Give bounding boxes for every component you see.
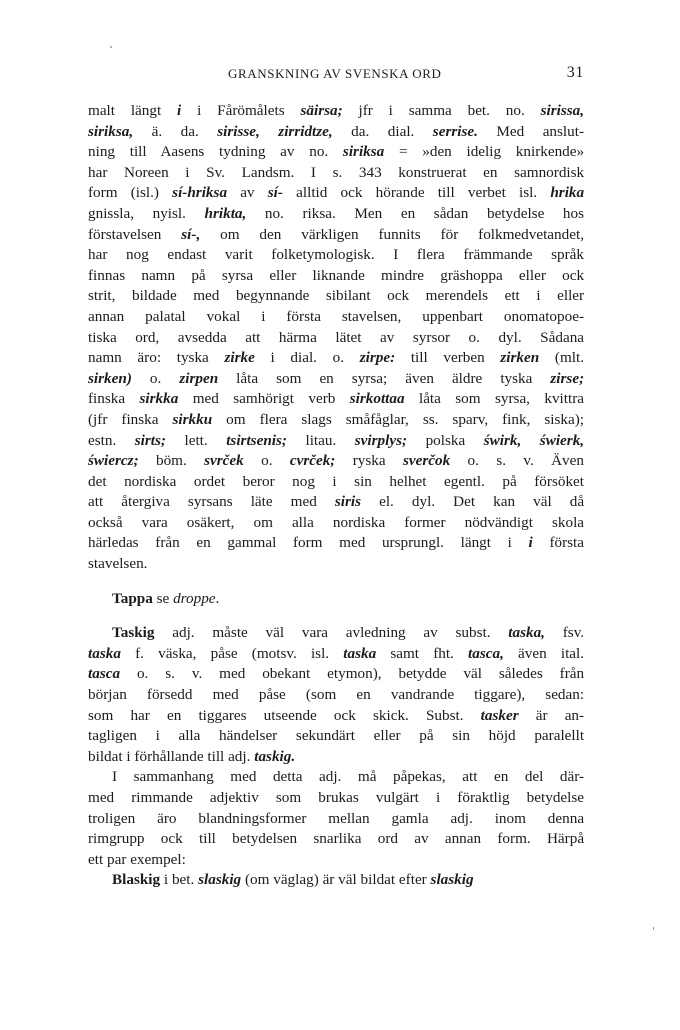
text-line: finska sirkka med samhörigt verb sirkottaa låta som syrsa, kvittra [88, 390, 585, 408]
text-line: namn äro: tyska zirke i dial. o. zirpe: till verben zirken (mlt. [88, 349, 584, 367]
text-line: också vara osäkert, om alla nordiska former nödvändigt skola [88, 513, 585, 531]
entry-tappa-end: . [215, 589, 220, 607]
text-line: troligen äro blandningsformer mellan gamla adj. inom denna [88, 809, 585, 827]
header-title: GRANSKNING AV SVENSKA ORD [228, 66, 442, 81]
paragraph-taskig [88, 623, 584, 891]
text-line: att återgiva syrsans läte med siris el. dyl. Det kan väl då [88, 493, 585, 511]
text-line: sirken) o. zirpen låta som en syrsa; även äldre tyska zirse; [88, 369, 585, 387]
text-line: tiska ord, avsedda att härma lätet av syrsor o. dyl. Sådana [88, 328, 585, 346]
text-line: świercz; böm. svrček o. cvrček; ryska sverčok o. s. v. Även [88, 452, 584, 470]
text-line: siriksa, ä. da. sirisse, zirridtze, da. dial. serrise. Med anslut- [88, 122, 585, 140]
text-line: med rimmande adjektiv som brukas vulgärt i föraktlig betydelse [88, 789, 585, 806]
text-line: malt längt i i Fårömålets säirsa; jfr i samma bet. no. sirissa, [88, 102, 585, 119]
text-line: tasca o. s. v. med obekant etymon), betydde väl således från [88, 665, 585, 683]
text-line: början försedd med påse (som en vandrande tiggare), sedan: [88, 686, 585, 704]
text-line: taska f. väska, påse (motsv. isl. taska samt fht. tasca, även ital. [88, 644, 585, 662]
text-line: det nordiska ordet beror nog i sin helhet egentl. på försöket [88, 472, 585, 490]
text-line: som har en tiggares utseende ock skick. Subst. tasker är an- [88, 706, 585, 724]
text-line: gnissla, nyisl. hrikta, no. riksa. Men en sådan betydelse hos [88, 204, 585, 222]
text-line: har Noreen i Sv. Landsm. I s. 343 konstruerat en samnordisk [88, 163, 585, 181]
speck [110, 46, 112, 48]
text-line: har nog endast varit folketymologisk. I flera främmande språk [88, 246, 585, 264]
text-line: strit, bildade med begynnande sibilant ock merendels ett i eller [88, 287, 585, 305]
text-line: stavelsen. [88, 555, 148, 573]
text-line: I sammanhang med detta adj. må påpekas, att en del där- [112, 768, 585, 786]
text-line: ett par exempel: [88, 850, 186, 868]
entry-tappa [88, 589, 584, 610]
page-number: 31 [566, 64, 584, 81]
running-header [88, 64, 584, 86]
text-line: estn. sirts; lett. tsirtsenis; litau. svirplys; polska świrk, świerk, [88, 431, 585, 449]
text-line: Blaskig i bet. slaskig (om väglag) är väl bildat efter slaskig [112, 871, 474, 889]
text-line: tagligen i alla händelser sekundärt eller på sin höjd paralellt [88, 727, 585, 745]
text-line: annan palatal vokal i första stavelsen, uppenbart onomatopoe- [88, 307, 585, 325]
text-line: Taskig adj. måste väl vara avledning av subst. taska, fsv. [112, 624, 585, 642]
entry-head-tappa: Tappa [112, 589, 153, 607]
text-line: form (isl.) sí-hriksa av sí- alltid ock hörande till verbet isl. hrika [88, 184, 585, 202]
text-line: (jfr finska sirkku om flera slags småfåglar, ss. sparv, fink, siska); [88, 410, 585, 428]
text-line: förstavelsen sí-, om den värkligen funnits för folkmedvetandet, [88, 225, 584, 243]
text-body [88, 101, 584, 891]
paragraph-siris [88, 101, 584, 575]
entry-tappa-ref: droppe [173, 589, 216, 607]
text-line: bildat i förhållande till adj. taskig. [88, 747, 296, 765]
text-line: rimgrupp ock till betydelsen snarlika ord av annan form. Härpå [88, 830, 585, 848]
text-line: finnas namn på syrsa eller liknande mindre gräshoppa eller ock [88, 266, 585, 284]
text-line: ning till Aasens tydning av no. siriksa = »den idelig knirkende» [88, 143, 585, 161]
entry-tappa-text: se [152, 589, 174, 607]
speck [653, 927, 654, 930]
text-line: härledas från en gammal form med ursprungl. längt i i första [88, 534, 585, 552]
